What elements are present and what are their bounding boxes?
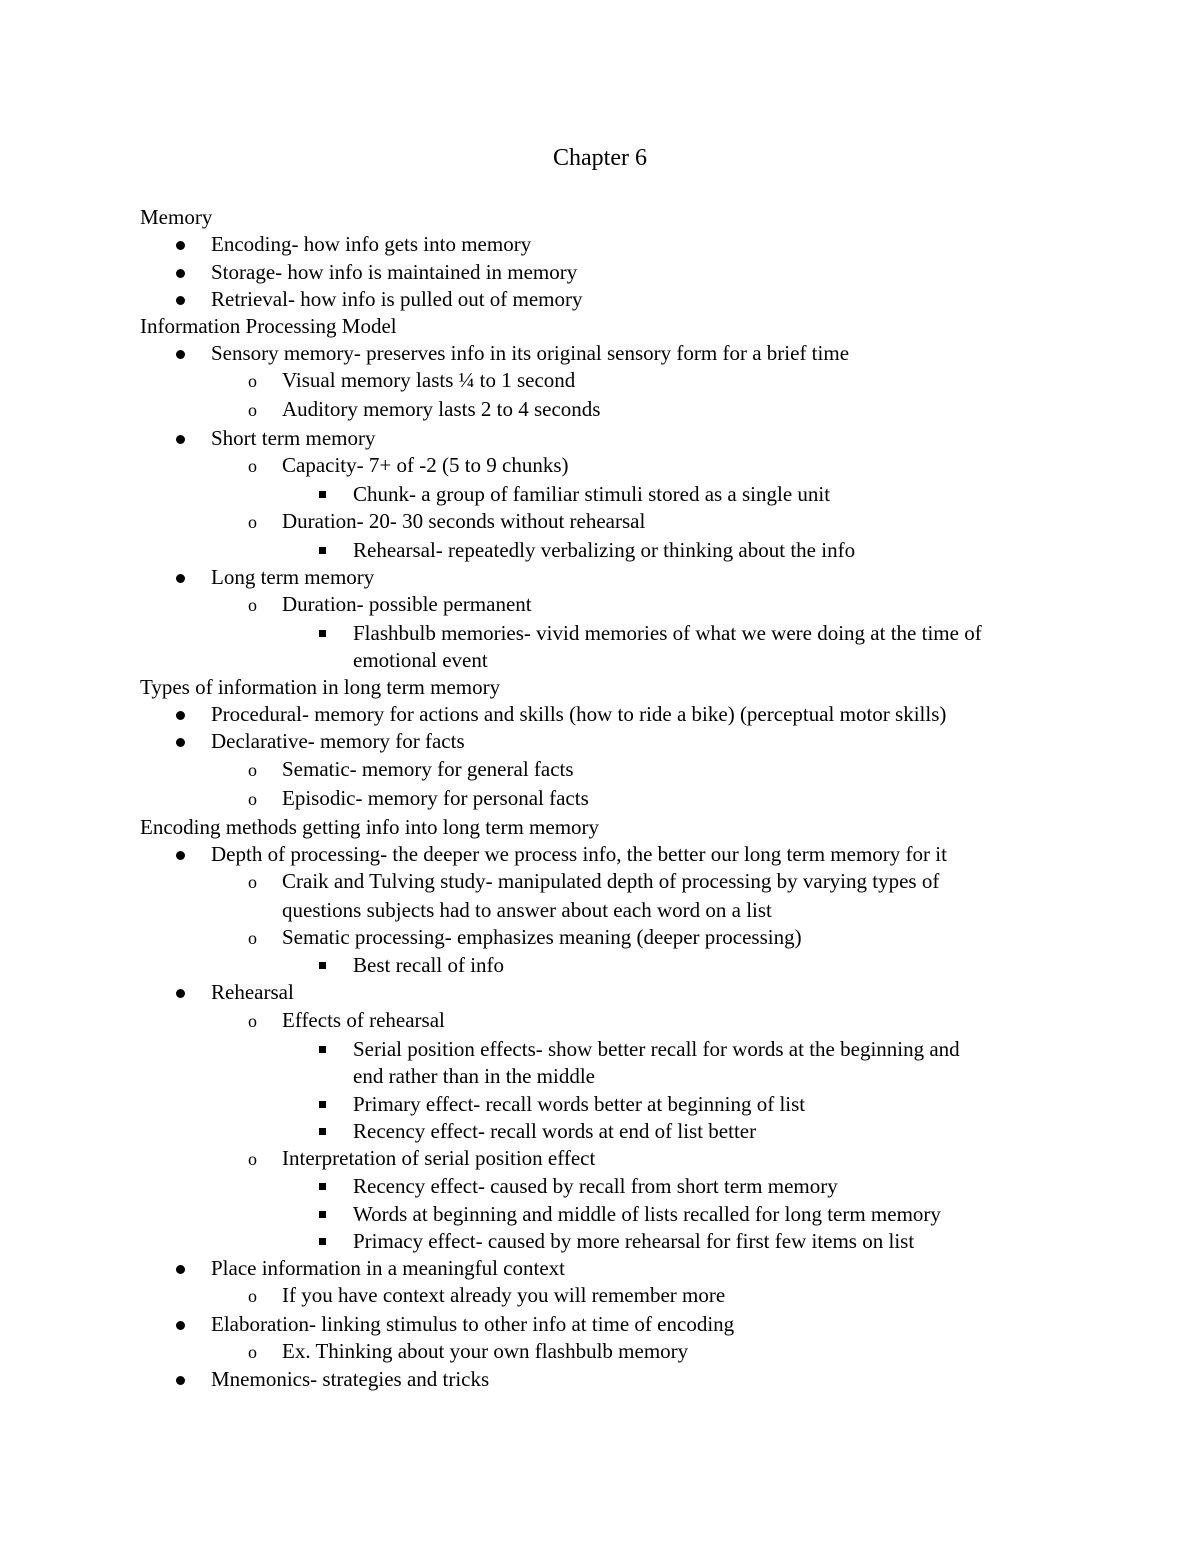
bullet-square-icon <box>319 1183 326 1190</box>
bullet-circle-icon: o <box>248 789 257 809</box>
bullet-disc-icon <box>176 1376 185 1385</box>
sub-sub-bullet-item: Serial position effects- show better recall for words at the beginning and <box>353 1037 960 1061</box>
bullet-square-icon <box>319 630 326 637</box>
sub-bullet-item: Sematic- memory for general facts <box>282 757 574 781</box>
bullet-disc-icon <box>176 1265 185 1274</box>
bullet-circle-icon: o <box>248 456 257 476</box>
bullet-disc-icon <box>176 1321 185 1330</box>
bullet-circle-icon: o <box>248 1342 257 1362</box>
bullet-disc-icon <box>176 350 185 359</box>
bullet-item: Depth of processing- the deeper we process info, the better our long term memory for it <box>211 842 947 866</box>
sub-sub-bullet-item: Chunk- a group of familiar stimuli stored as a single unit <box>353 482 831 506</box>
sub-bullet-item: Craik and Tulving study- manipulated depth of processing by varying types of <box>282 869 940 893</box>
sub-bullet-item: Interpretation of serial position effect <box>282 1146 596 1170</box>
continuation-line: questions subjects had to answer about each word on a list <box>282 898 772 922</box>
bullet-item: Short term memory <box>211 426 376 450</box>
bullet-disc-icon <box>176 989 185 998</box>
bullet-circle-icon: o <box>248 1011 257 1031</box>
bullet-disc-icon <box>176 269 185 278</box>
bullet-disc-icon <box>176 851 185 860</box>
bullet-circle-icon: o <box>248 1286 257 1306</box>
sub-bullet-item: Auditory memory lasts 2 to 4 seconds <box>282 397 601 421</box>
sub-sub-bullet-item: Recency effect- caused by recall from short term memory <box>353 1174 838 1198</box>
bullet-square-icon <box>319 1211 326 1218</box>
sub-bullet-item: Effects of rehearsal <box>282 1008 445 1032</box>
bullet-square-icon <box>319 1238 326 1245</box>
sub-bullet-item: Sematic processing- emphasizes meaning (deeper processing) <box>282 925 802 949</box>
sub-bullet-item: Capacity- 7+ of -2 (5 to 9 chunks) <box>282 453 569 477</box>
section-heading: Information Processing Model <box>140 314 397 338</box>
section-heading: Types of information in long term memory <box>140 675 501 699</box>
sub-bullet-item: Ex. Thinking about your own flashbulb memory <box>282 1339 689 1363</box>
bullet-disc-icon <box>176 296 185 305</box>
sub-sub-bullet-item: Recency effect- recall words at end of list better <box>353 1119 757 1143</box>
bullet-circle-icon: o <box>248 1149 257 1169</box>
bullet-item: Place information in a meaningful context <box>211 1256 565 1280</box>
sub-bullet-item: Episodic- memory for personal facts <box>282 786 589 810</box>
sub-sub-bullet-item: Primary effect- recall words better at beginning of list <box>353 1092 806 1116</box>
bullet-square-icon <box>319 491 326 498</box>
bullet-item: Declarative- memory for facts <box>211 729 465 753</box>
bullet-item: Long term memory <box>211 565 375 589</box>
sub-bullet-item: If you have context already you will remember more <box>282 1283 726 1307</box>
bullet-disc-icon <box>176 738 185 747</box>
bullet-item: Encoding- how info gets into memory <box>211 232 532 256</box>
continuation-line: end rather than in the middle <box>353 1064 596 1088</box>
bullet-square-icon <box>319 1101 326 1108</box>
bullet-item: Procedural- memory for actions and skills (how to ride a bike) (perceptual motor skills) <box>211 702 947 726</box>
bullet-circle-icon: o <box>248 595 257 615</box>
bullet-item: Mnemonics- strategies and tricks <box>211 1367 490 1391</box>
continuation-line: emotional event <box>353 648 488 672</box>
sub-bullet-item: Duration- 20- 30 seconds without rehearsal <box>282 509 646 533</box>
section-heading: Memory <box>140 205 213 229</box>
bullet-disc-icon <box>176 241 185 250</box>
bullet-item: Elaboration- linking stimulus to other info at time of encoding <box>211 1312 735 1336</box>
bullet-square-icon <box>319 547 326 554</box>
bullet-square-icon <box>319 962 326 969</box>
bullet-item: Rehearsal <box>211 980 294 1004</box>
bullet-item: Storage- how info is maintained in memory <box>211 260 578 284</box>
bullet-circle-icon: o <box>248 928 257 948</box>
sub-sub-bullet-item: Best recall of info <box>353 953 505 977</box>
bullet-circle-icon: o <box>248 400 257 420</box>
bullet-disc-icon <box>176 435 185 444</box>
bullet-item: Sensory memory- preserves info in its original sensory form for a brief time <box>211 341 850 365</box>
sub-sub-bullet-item: Rehearsal- repeatedly verbalizing or thinking about the info <box>353 538 856 562</box>
bullet-square-icon <box>319 1128 326 1135</box>
sub-bullet-item: Visual memory lasts ¼ to 1 second <box>282 368 576 392</box>
sub-sub-bullet-item: Words at beginning and middle of lists recalled for long term memory <box>353 1202 941 1226</box>
section-heading: Encoding methods getting info into long term memory <box>140 815 600 839</box>
page-title: Chapter 6 <box>553 145 647 171</box>
bullet-disc-icon <box>176 711 185 720</box>
bullet-circle-icon: o <box>248 872 257 892</box>
sub-sub-bullet-item: Primacy effect- caused by more rehearsal for first few items on list <box>353 1229 915 1253</box>
bullet-disc-icon <box>176 574 185 583</box>
bullet-item: Retrieval- how info is pulled out of memory <box>211 287 583 311</box>
bullet-circle-icon: o <box>248 371 257 391</box>
bullet-circle-icon: o <box>248 512 257 532</box>
bullet-square-icon <box>319 1046 326 1053</box>
sub-bullet-item: Duration- possible permanent <box>282 592 532 616</box>
bullet-circle-icon: o <box>248 760 257 780</box>
sub-sub-bullet-item: Flashbulb memories- vivid memories of what we were doing at the time of <box>353 621 982 645</box>
